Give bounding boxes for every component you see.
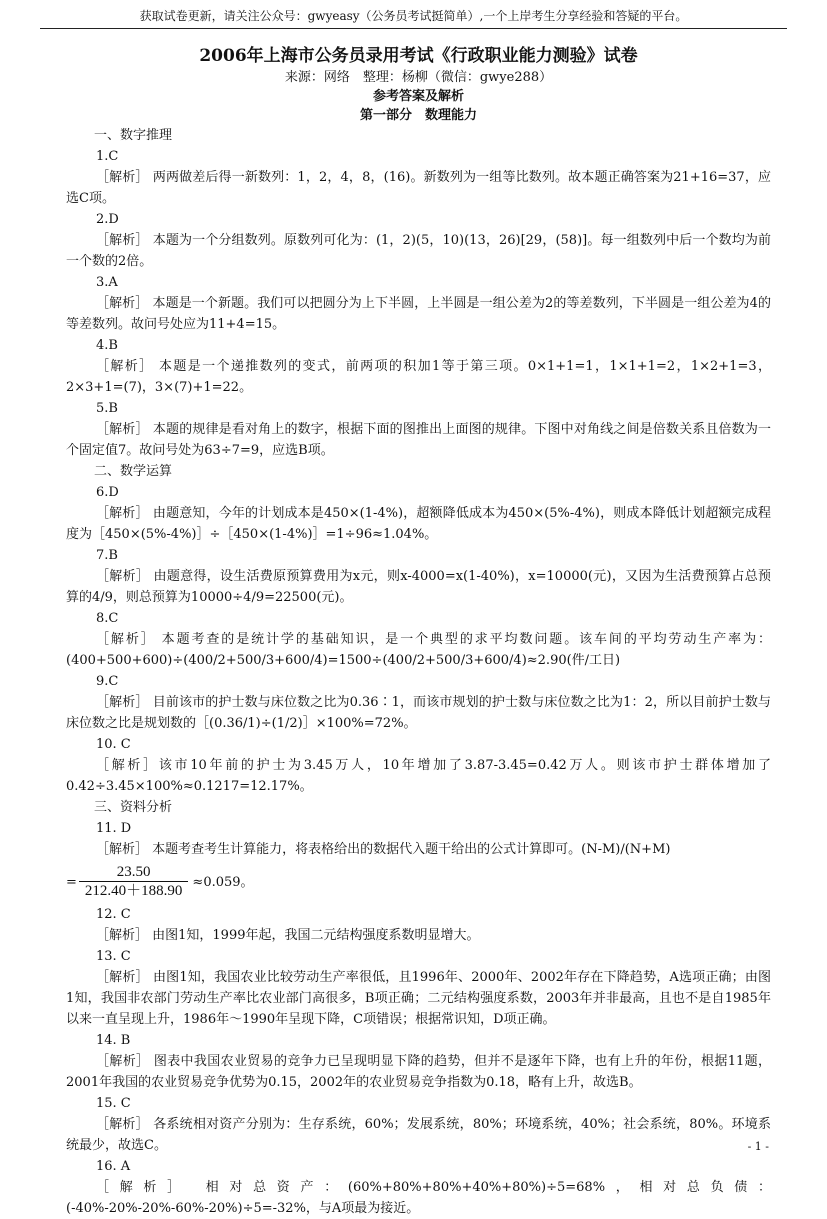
explanation: ［解析］ 目前该市的护士数与床位数之比为0.36∶1，而该市规划的护士数与床位数之比为1：2，所以目前护士数与床位数之比是规划数的［(0.36/1)÷(1/2)］×100%=72%。 bbox=[66, 695, 771, 731]
explanation: ［解析］ 本题是一个新题。我们可以把圆分为上下半圆，上半圆是一组公差为2的等差数列，下半圆是一组公差为4的等差数列。故问号处应为11+4=15。 bbox=[66, 296, 771, 332]
explanation: ［解析］ 由题意知，今年的计划成本是450×(1-4%)，超额降低成本为450×(5%-4%)，则成本降低计划超额完成程度为［450×(5%-4%)］÷［450×(1-4%)］=1÷96≈1.04%。 bbox=[66, 506, 771, 542]
formula-11 bbox=[66, 860, 771, 904]
explanation: ［解析］ 本题的规律是看对角上的数字，根据下面的图推出上面图的规律。下图中对角线之间是倍数关系且倍数为一个固定值7。故问号处为63÷7=9，应选B项。 bbox=[66, 422, 771, 458]
explanation: ［解析］ 本题为一个分组数列。原数列可化为：(1，2)(5，10)(13，26)[29，(58)]。每一组数列中后一个数均为前一个数的2倍。 bbox=[66, 233, 771, 269]
question-number: 4.B bbox=[96, 338, 118, 353]
question-number: 11. D bbox=[96, 821, 132, 836]
question-number: 3.A bbox=[96, 275, 118, 290]
question-number: 13. C bbox=[96, 949, 131, 964]
fraction-numerator: 23.50 bbox=[116, 864, 151, 880]
explanation: ［解析］ 图表中我国农业贸易的竞争力已呈现明显下降的趋势，但并不是逐年下降，也有上升的年份，根据11题，2001年我国的农业贸易竞争优势为0.15，2002年的农业贸易竞争指数为0.18，略有上升，故选B。 bbox=[66, 1054, 771, 1090]
question-number: 10. C bbox=[96, 737, 131, 752]
explanation: ［解析］ 本题是一个递推数列的变式，前两项的积加1等于第三项。0×1+1=1，1×1+1=2，1×2+1=3，2×3+1=(7)，3×(7)+1=22。 bbox=[66, 359, 771, 395]
section-heading-data-analysis: 三、资料分析 bbox=[94, 800, 173, 815]
page-header-note: 获取试卷更新，请关注公众号：gwyeasy（公务员考试挺简单）,一个上岸考生分享经验和答疑的平台。 bbox=[40, 8, 787, 29]
explanation: ［解析］ 由图1知，我国农业比较劳动生产率很低，且1996年、2000年、2002年存在下降趋势，A选项正确；由图1知，我国非农部门劳动生产率比农业部门高很多，B项正确；二元结构强度系数，2003年并非最高，且也不是自1985年以来一直呈现上升，1986年～1990年呈现下降，C项错误；根据常识知，D项正确。 bbox=[66, 970, 771, 1027]
part-heading: 第一部分 数理能力 bbox=[359, 108, 477, 123]
explanation: ［解析］ 本题考查考生计算能力，将表格给出的数据代入题干给出的公式计算即可。(N-M)/(N+M) bbox=[96, 842, 671, 857]
answers-heading: 参考答案及解析 bbox=[372, 89, 464, 104]
explanation: ［解析］ 由题意得，设生活费原预算费用为x元，则x-4000=x(1-40%)，x=10000(元)，又因为生活费预算占总预算的4/9，则总预算为10000÷4/9=22500(元)。 bbox=[66, 569, 771, 605]
question-number: 5.B bbox=[96, 401, 118, 416]
fraction-denominator: 212.40＋188.90 bbox=[84, 883, 183, 899]
question-number: 8.C bbox=[96, 611, 119, 626]
explanation: ［解析］ 由图1知，1999年起，我国二元结构强度系数明显增大。 bbox=[96, 928, 480, 943]
section-heading-number-series: 一、数字推理 bbox=[94, 128, 173, 143]
explanation: ［解析］ 本题考查的是统计学的基础知识，是一个典型的求平均数问题。该车间的平均劳动生产率为：(400+500+600)÷(400/2+500/3+600/4)=1500÷(400/2+500/3+600/4)≈2.90(件/工日) bbox=[66, 632, 771, 668]
section-heading-math: 二、数学运算 bbox=[94, 464, 173, 479]
fraction bbox=[79, 863, 189, 901]
question-number: 7.B bbox=[96, 548, 118, 563]
question-number: 15. C bbox=[96, 1096, 131, 1111]
document-title: 2006年上海市公务员录用考试《行政职业能力测验》试卷 bbox=[199, 46, 638, 66]
formula-result: ≈0.059。 bbox=[192, 874, 254, 890]
explanation: ［解析］ 各系统相对资产分别为：生存系统，60%；发展系统，80%；环境系统，40%；社会系统，80%。环境系统最少，故选C。 bbox=[66, 1117, 771, 1153]
explanation: ［解析］ 相对总资产：(60%+80%+80%+40%+80%)÷5=68%，相对总负债：(-40%-20%-20%-60%-20%)÷5=-32%，与A项最为接近。 bbox=[66, 1180, 771, 1216]
question-number: 12. C bbox=[96, 907, 131, 922]
page-number: - 1 - bbox=[747, 1140, 769, 1153]
formula-prefix: = bbox=[66, 874, 77, 890]
document-body bbox=[66, 44, 771, 1219]
question-number: 1.C bbox=[96, 149, 119, 164]
document-source: 来源：网络 整理：杨柳（微信：gwye288） bbox=[284, 70, 553, 85]
explanation: ［解析］该市10年前的护士为3.45万人，10年增加了3.87-3.45=0.42万人。则该市护士群体增加了0.42÷3.45×100%≈0.1217=12.17%。 bbox=[66, 758, 771, 794]
question-number: 2.D bbox=[96, 212, 119, 227]
question-number: 6.D bbox=[96, 485, 119, 500]
question-number: 14. B bbox=[96, 1033, 131, 1048]
question-number: 9.C bbox=[96, 674, 119, 689]
explanation: ［解析］ 两两做差后得一新数列：1，2，4，8，(16)。新数列为一组等比数列。故本题正确答案为21+16=37，应选C项。 bbox=[66, 170, 771, 206]
question-number: 16. A bbox=[96, 1159, 131, 1174]
